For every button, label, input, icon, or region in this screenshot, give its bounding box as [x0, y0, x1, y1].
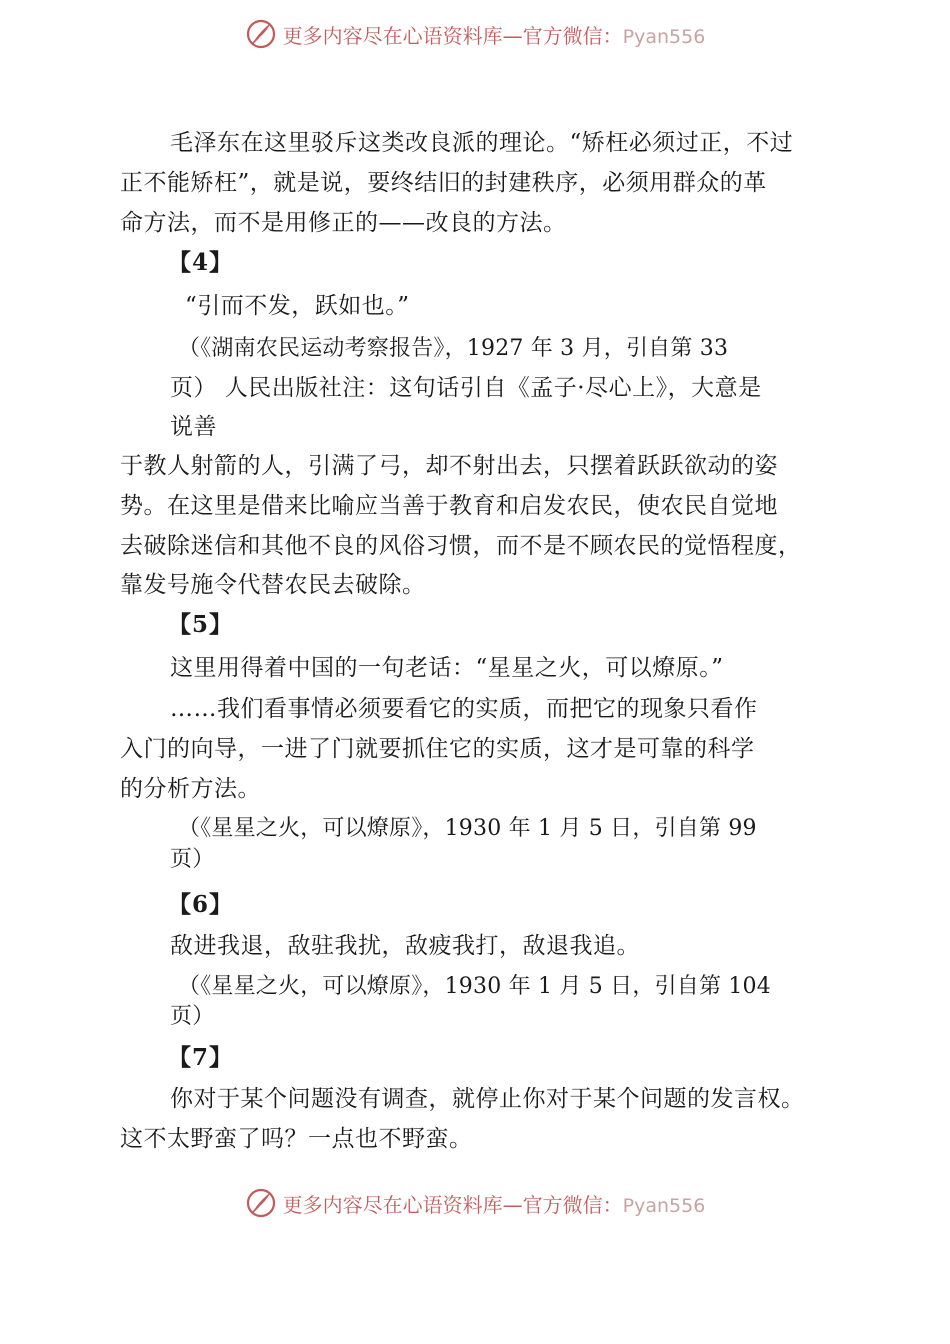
- paragraph-line: 入门的向导，一进了门就要抓住它的实质，这才是可靠的科学: [120, 736, 755, 762]
- paragraph-line: 你对于某个问题没有调查，就停止你对于某个问题的发言权。: [170, 1086, 805, 1112]
- feather-logo-icon: [245, 1187, 277, 1219]
- footer-banner: [0, 1183, 950, 1223]
- section-number: 【6】: [168, 891, 234, 918]
- paragraph-line: 毛泽东在这里驳斥这类改良派的理论。“矫枉必须过正，不过: [170, 130, 794, 156]
- citation-line: 页） 人民出版社注：这句话引自《孟子·尽心上》，大意是: [170, 375, 762, 401]
- citation-line: （《星星之火，可以燎原》，1930 年 1 月 5 日，引自第 104: [178, 974, 771, 999]
- paragraph-line: 于教人射箭的人，引满了弓，却不射出去，只摆着跃跃欲动的姿: [120, 453, 778, 479]
- citation-line: 页）: [170, 847, 215, 872]
- banner-text: 更多内容尽在心语资料库—官方微信：Pyan556: [282, 1192, 706, 1217]
- citation-line: 页）: [170, 1004, 215, 1029]
- banner-text: 更多内容尽在心语资料库—官方微信：Pyan556: [282, 23, 706, 48]
- citation-line: （《星星之火，可以燎原》，1930 年 1 月 5 日，引自第 99: [178, 816, 757, 841]
- paragraph-line: 靠发号施令代替农民去破除。: [120, 572, 426, 598]
- citation-line: （《湖南农民运动考察报告》，1927 年 3 月，引自第 33: [178, 336, 729, 361]
- section-number: 【5】: [168, 611, 234, 638]
- paragraph-line: 正不能矫枉”，就是说，要终结旧的封建秩序，必须用群众的革: [120, 170, 767, 196]
- paragraph-line: 势。在这里是借来比喻应当善于教育和启发农民，使农民自觉地: [120, 493, 778, 519]
- paragraph-line: 的分析方法。: [120, 776, 261, 802]
- paragraph-line: 这不太野蛮了吗？一点也不野蛮。: [120, 1126, 473, 1152]
- section-number: 【4】: [168, 249, 234, 276]
- paragraph-line: 去破除迷信和其他不良的风俗习惯，而不是不顾农民的觉悟程度，: [120, 533, 802, 559]
- paragraph-line: 命方法，而不是用修正的——改良的方法。: [120, 210, 567, 236]
- quote-line: “引而不发，跃如也。”: [185, 293, 410, 319]
- paragraph-line: ……我们看事情必须要看它的实质，而把它的现象只看作: [170, 696, 758, 722]
- section-number: 【7】: [168, 1044, 234, 1071]
- paragraph-line: 这里用得着中国的一句老话：“星星之火，可以燎原。”: [170, 655, 724, 681]
- paragraph-line: 说善: [170, 414, 217, 440]
- paragraph-line: 敌进我退，敌驻我扰，敌疲我打，敌退我追。: [170, 933, 640, 959]
